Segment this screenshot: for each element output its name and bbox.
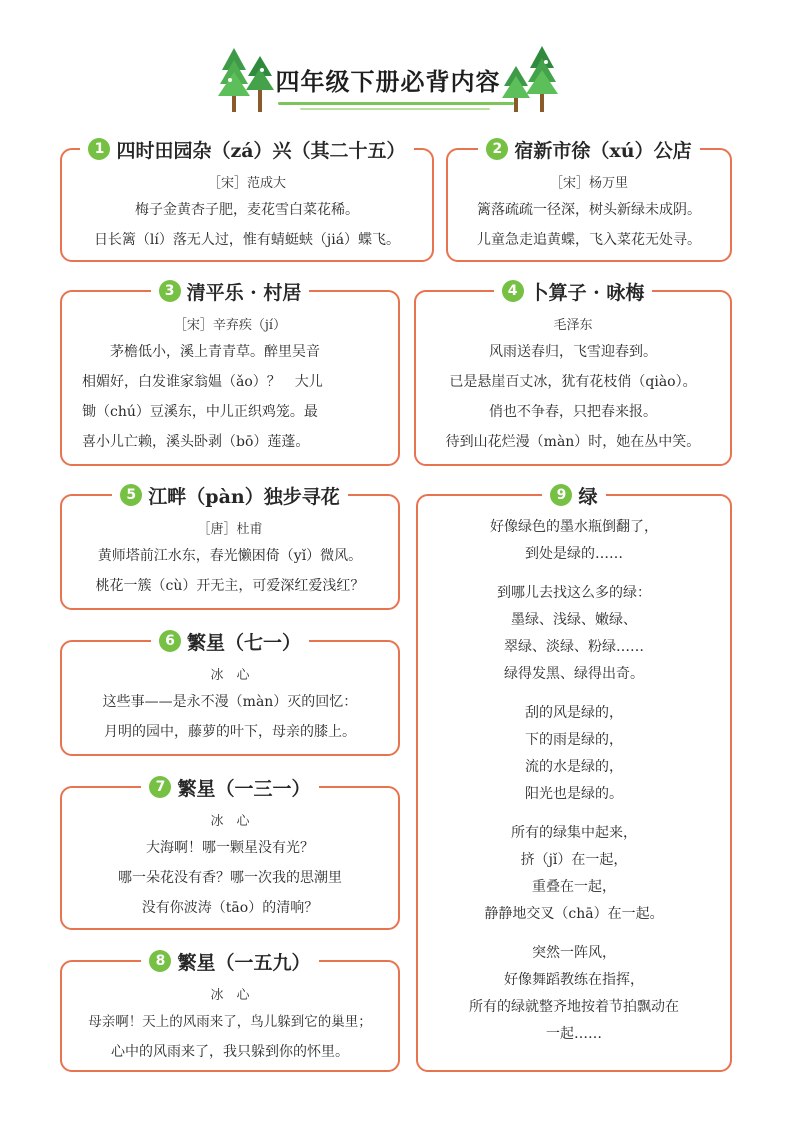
poem-card-7 — [60, 777, 400, 930]
poem-line: 所有的绿就整齐地按着节拍飘动在 — [469, 999, 679, 1015]
poem-card-8 — [60, 951, 400, 1072]
poem-line: 儿童急走追黄蝶，飞入菜花无处寻。 — [477, 232, 701, 248]
poem-number-badge: 8 — [149, 950, 171, 972]
poem-number-badge: 6 — [159, 630, 181, 652]
poem-line: 已是悬崖百丈冰，犹有花枝俏（qiào）。 — [449, 374, 697, 390]
poem-author: ［宋］范成大 — [207, 176, 286, 191]
poem-title: 繁星（七一） — [186, 631, 301, 654]
poem-line: 突然一阵风， — [532, 945, 616, 961]
poem-line: 锄（chú）豆溪东，中儿正织鸡笼。最 — [82, 404, 318, 420]
poem-line: 所有的绿集中起来， — [511, 825, 637, 841]
poem-line: 绿得发黑、绿得出奇。 — [504, 666, 644, 682]
poem-title: 绿 — [578, 485, 598, 508]
poem-line: 日长篱（lí）落无人过，惟有蜻蜓蛱（jiá）蝶飞。 — [93, 232, 401, 248]
poem-line: 好像绿色的墨水瓶倒翻了， — [490, 519, 658, 535]
poem-title: 四时田园杂（zá）兴（其二十五） — [116, 139, 406, 162]
page-title: 四年级下册必背内容 — [275, 68, 501, 96]
poem-author: 冰 心 — [210, 668, 250, 683]
title-underline-secondary — [300, 108, 490, 110]
poem-card-2 — [446, 139, 732, 262]
poem-line: 梅子金黄杏子肥，麦花雪白菜花稀。 — [135, 202, 359, 218]
poem-line: 这些事——是永不漫（màn）灭的回忆： — [102, 694, 358, 710]
page-header — [0, 36, 793, 116]
title-underline — [278, 102, 514, 105]
poem-stanza — [418, 514, 730, 568]
poem-line: 一起…… — [546, 1026, 602, 1042]
poem-line: 月明的园中，藤萝的叶下，母亲的膝上。 — [104, 724, 356, 740]
poem-line: 下的雨是绿的， — [525, 732, 623, 748]
poem-stanza — [418, 940, 730, 1048]
poem-number-badge: 4 — [502, 280, 524, 302]
poem-number-badge: 1 — [88, 138, 110, 160]
poem-author: 冰 心 — [210, 814, 250, 829]
poem-author: ［唐］杜甫 — [197, 522, 263, 537]
poem-line: 静静地交叉（chā）在一起。 — [484, 906, 664, 922]
poem-card-3 — [60, 281, 400, 466]
poem-line: 心中的风雨来了，我只躲到你的怀里。 — [111, 1044, 349, 1060]
poem-line: 刮的风是绿的， — [525, 705, 623, 721]
poem-line: 俏也不争春，只把春来报。 — [489, 404, 657, 420]
poem-card-6 — [60, 631, 400, 756]
poem-stanza — [418, 700, 730, 808]
poem-card-1 — [60, 139, 434, 262]
poem-line: 到处是绿的…… — [525, 546, 623, 562]
poem-line: 风雨送春归，飞雪迎春到。 — [489, 344, 657, 360]
poem-author: ［宋］辛弃疾（jí） — [173, 318, 287, 333]
poem-card-4 — [414, 281, 732, 466]
poem-line: 没有你波涛（tāo）的清响？ — [141, 900, 319, 916]
poem-author: 毛泽东 — [553, 318, 593, 333]
poem-line: 茅檐低小，溪上青青草。醉里吴音 — [110, 344, 320, 360]
poem-line: 阳光也是绿的。 — [525, 786, 623, 802]
poem-stanza — [418, 580, 730, 688]
poem-line: 相媚好，白发谁家翁媪（ǎo）？ 大儿 — [82, 374, 323, 390]
poem-line: 篱落疏疏一径深，树头新绿未成阴。 — [477, 202, 701, 218]
poem-number-badge: 9 — [550, 484, 572, 506]
poem-line: 好像舞蹈教练在指挥， — [504, 972, 644, 988]
poem-number-badge: 3 — [159, 280, 181, 302]
poem-line: 黄师塔前江水东，春光懒困倚（yǐ）微风。 — [97, 548, 363, 564]
poem-line: 母亲啊！天上的风雨来了，鸟儿躲到它的巢里； — [88, 1014, 372, 1030]
poem-line: 翠绿、淡绿、粉绿…… — [504, 639, 644, 655]
poem-number-badge: 7 — [149, 776, 171, 798]
poem-line: 重叠在一起， — [532, 879, 616, 895]
poem-title: 宿新市徐（xú）公店 — [514, 139, 692, 162]
poem-title: 江畔（pàn）独步寻花 — [148, 485, 340, 508]
poem-author: 冰 心 — [210, 988, 250, 1003]
poem-number-badge: 5 — [120, 484, 142, 506]
poem-number-badge: 2 — [486, 138, 508, 160]
poem-card-9 — [416, 485, 732, 1072]
poem-line: 到哪儿去找这么多的绿： — [497, 585, 651, 601]
poem-line: 大海啊！哪一颗星没有光？ — [146, 840, 314, 856]
poem-line: 流的水是绿的， — [525, 759, 623, 775]
poem-card-5 — [60, 485, 400, 610]
poem-line: 挤（jǐ）在一起， — [520, 852, 628, 868]
poem-line: 待到山花烂漫（màn）时，她在丛中笑。 — [445, 434, 701, 450]
poem-title: 繁星（一三一） — [177, 777, 311, 800]
poem-stanza — [418, 820, 730, 928]
poem-line: 喜小儿亡赖，溪头卧剥（bō）莲蓬。 — [82, 434, 310, 450]
poem-title: 繁星（一五九） — [177, 951, 311, 974]
poem-title: 清平乐 · 村居 — [186, 281, 302, 304]
poem-author: ［宋］杨万里 — [549, 176, 628, 191]
poem-line: 桃花一簇（cù）开无主，可爱深红爱浅红？ — [95, 578, 365, 594]
poem-line: 哪一朵花没有香？哪一次我的思潮里 — [118, 870, 342, 886]
poem-line: 墨绿、浅绿、嫩绿、 — [511, 612, 637, 628]
poem-title: 卜算子 · 咏梅 — [529, 281, 645, 304]
